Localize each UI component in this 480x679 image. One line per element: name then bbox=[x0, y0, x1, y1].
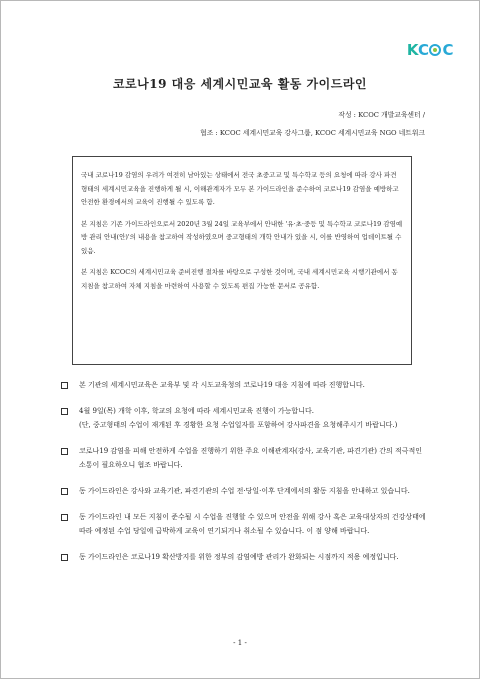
list-item-text: 본 기관의 세계시민교육은 교육부 및 각 시도교육청의 코로나19 대응 지침에 따라 진행합니다. bbox=[79, 381, 365, 389]
guideline-list bbox=[61, 379, 426, 578]
list-item bbox=[61, 485, 426, 498]
summary-paragraph-2: 본 지침은 기존 가이드라인으로서 2020년 3월 24일 교육부에서 안내한 '유·초·중등 및 특수학교 코로나19 감염예방 관리 안내(안)'의 내용을 참고하여 작성하였으며 중고형태의 개학 안내가 있을 시, 이를 반영하여 업데이트될 수 있음. bbox=[81, 219, 403, 255]
logo-circle-icon bbox=[429, 44, 441, 56]
list-item bbox=[61, 511, 426, 538]
page-number: - 1 - bbox=[233, 639, 247, 647]
list-item-text: 코로나19 감염을 피해 안전하게 수업을 진행하기 위한 주요 이해관계자(강사, 교육기관, 파견기관) 간의 적극적인 소통이 필요하오니 협조 바랍니다. bbox=[79, 447, 423, 469]
logo-letter-k: K bbox=[406, 41, 418, 59]
logo-letter-c2: C bbox=[442, 41, 453, 59]
checkbox-square-icon bbox=[61, 448, 68, 455]
list-item bbox=[61, 551, 426, 564]
list-item bbox=[61, 379, 426, 392]
kcoc-logo bbox=[407, 41, 453, 59]
logo-letter-c: C bbox=[417, 41, 429, 59]
list-item-note: (단, 중고형태의 수업이 재개된 후 경황한 요청 수업일자를 포함하여 강사파견을 요청해주시기 바랍니다.) bbox=[79, 420, 398, 429]
checkbox-square-icon bbox=[61, 514, 68, 521]
summary-paragraph-3: 본 지침은 KCOC의 세계시민교육 준비진행 절차를 바탕으로 구성한 것이며, 국내 세계시민교육 시행기관에서 동 지침을 참고하여 자체 지침을 마련하여 사용할 수 있도록 편집 가능한 문서로 공유함. bbox=[81, 268, 398, 290]
list-item bbox=[61, 405, 426, 432]
list-item-text: 동 가이드라인은 코로나19 확산방지를 위한 정부의 감염예방 관리가 완화되는 시점까지 적용 예정입니다. bbox=[79, 553, 399, 562]
checkbox-square-icon bbox=[61, 408, 68, 415]
author-line: 작성 : KCOC 개발교육센터 / bbox=[338, 111, 425, 119]
list-item-text: 4월 9일(목) 개학 이후, 학교의 요청에 따라 세계시민교육 진행이 가능합니다. bbox=[79, 407, 314, 416]
summary-box bbox=[72, 156, 412, 365]
list-item bbox=[61, 445, 426, 472]
checkbox-square-icon bbox=[61, 554, 68, 561]
checkbox-square-icon bbox=[61, 488, 68, 495]
list-item-text: 동 가이드라인은 강사와 교육기관, 파견기관의 수업 전·당일·이후 단계에서의 활동 지침을 안내하고 있습니다. bbox=[79, 487, 410, 496]
list-item-text: 동 가이드라인 내 모든 지침이 준수될 시 수업을 진행할 수 있으며 안전을 위해 강사 혹은 교육대상자의 건강상태에 따라 예정된 수업 당일에 급박하게 교육이 연기되거나 취소될 수 있습니다. 이 점 양해 바랍니다. bbox=[79, 513, 426, 535]
summary-paragraph-1: 국내 코로나19 감염의 우려가 여전히 남아있는 상태에서 전국 초중고교 및 특수학교 등의 요청에 따라 강사 파견 형태의 세계시민교육을 진행하게 될 시, 이해관계자가 모두 본 가이드라인을 준수하여 코로나19 감염을 예방하고 안전한 환경에서의 교육이 진행될 수 있도록 함. bbox=[81, 171, 399, 206]
cooperation-line: 협조 : KCOC 세계시민교육 강사그룹, KCOC 세계시민교육 NGO 네트워크 bbox=[200, 129, 425, 137]
checkbox-square-icon bbox=[61, 382, 68, 389]
document-title: 코로나19 대응 세계시민교육 활동 가이드라인 bbox=[112, 77, 368, 91]
